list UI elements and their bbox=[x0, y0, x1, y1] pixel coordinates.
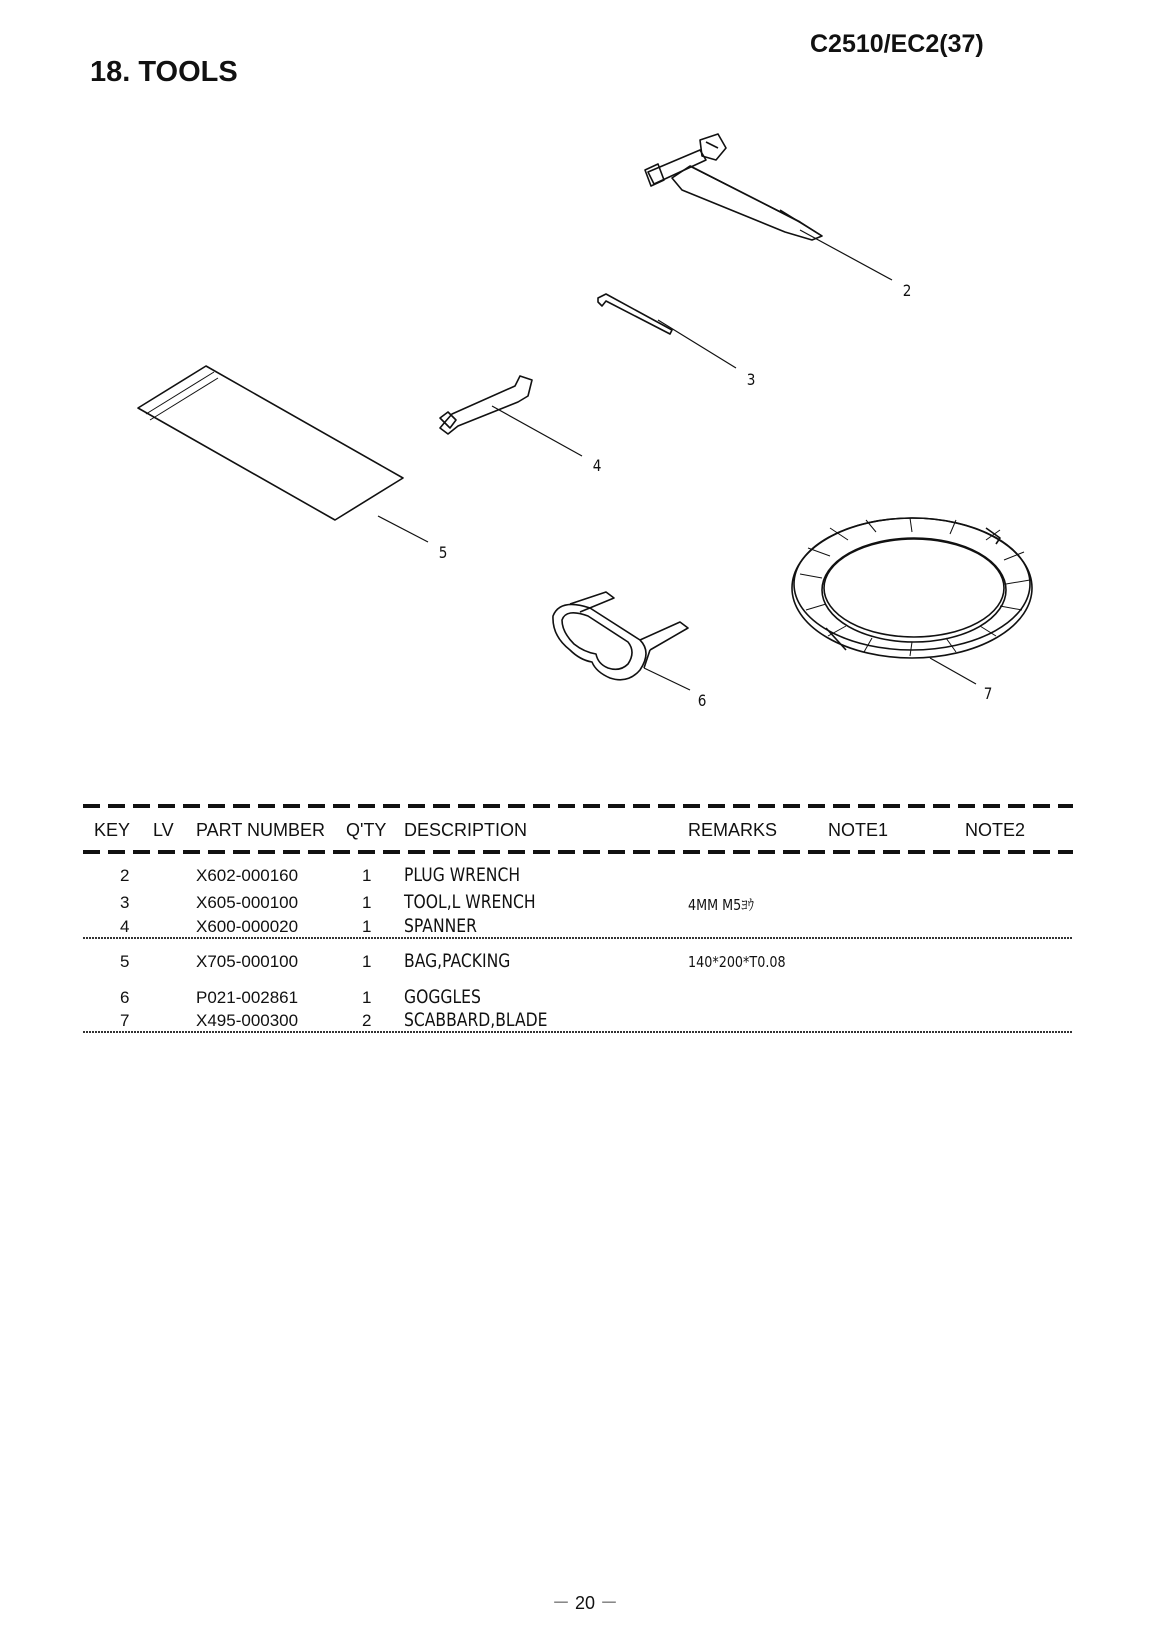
model-number: C2510/EC2(37) bbox=[810, 30, 984, 58]
row-qty: 1 bbox=[362, 917, 372, 936]
row-part-number: P021-002861 bbox=[196, 988, 299, 1007]
column-header-lv: LV bbox=[153, 820, 174, 840]
plug-wrench-illustration bbox=[645, 134, 822, 240]
callout-6: 6 bbox=[697, 691, 707, 710]
table-top-rule bbox=[83, 804, 1073, 808]
row-part-number: X602-000160 bbox=[196, 866, 299, 885]
column-header-note2: NOTE2 bbox=[965, 820, 1026, 840]
row-key: 2 bbox=[120, 866, 130, 885]
row-key: 6 bbox=[120, 988, 130, 1007]
row-description: SPANNER bbox=[404, 915, 477, 937]
row-qty: 1 bbox=[362, 952, 372, 971]
column-header-qty: Q'TY bbox=[346, 820, 387, 840]
row-description: PLUG WRENCH bbox=[404, 864, 521, 886]
callout-4: 4 bbox=[592, 456, 602, 475]
column-header-part-number: PART NUMBER bbox=[196, 820, 326, 840]
page-title: 18. TOOLS bbox=[90, 56, 238, 88]
callout-3: 3 bbox=[746, 370, 756, 389]
page-number: － 20 － bbox=[552, 1593, 619, 1613]
scabbard-blade-illustration bbox=[792, 518, 1032, 658]
callout-7: 7 bbox=[983, 684, 993, 703]
row-key: 5 bbox=[120, 952, 130, 971]
row-description: SCABBARD,BLADE bbox=[404, 1009, 548, 1031]
column-header-key: KEY bbox=[94, 820, 131, 840]
callout-2: 2 bbox=[902, 281, 912, 300]
row-qty: 1 bbox=[362, 893, 372, 912]
row-part-number: X600-000020 bbox=[196, 917, 299, 936]
parts-diagram bbox=[0, 120, 1150, 740]
row-description: GOGGLES bbox=[404, 986, 481, 1008]
spanner-illustration bbox=[440, 376, 532, 434]
l-wrench-illustration bbox=[598, 294, 672, 334]
row-qty: 1 bbox=[362, 988, 372, 1007]
row-remarks: 140*200*T0.08 bbox=[688, 953, 786, 971]
group-separator bbox=[83, 937, 1073, 939]
row-key: 4 bbox=[120, 917, 130, 936]
row-part-number: X605-000100 bbox=[196, 893, 299, 912]
row-description: TOOL,L WRENCH bbox=[404, 891, 536, 913]
row-description: BAG,PACKING bbox=[404, 950, 511, 972]
row-qty: 1 bbox=[362, 866, 372, 885]
column-header-remarks: REMARKS bbox=[688, 820, 778, 840]
row-remarks: 4MM M5ﾖｳ bbox=[688, 896, 755, 914]
goggles-illustration bbox=[553, 592, 688, 680]
table-header-rule bbox=[83, 850, 1073, 854]
table-bottom-rule bbox=[83, 1031, 1073, 1033]
row-qty: 2 bbox=[362, 1011, 372, 1030]
row-key: 3 bbox=[120, 893, 130, 912]
row-part-number: X495-000300 bbox=[196, 1011, 299, 1030]
column-header-description: DESCRIPTION bbox=[404, 820, 528, 840]
row-key: 7 bbox=[120, 1011, 130, 1030]
callout-5: 5 bbox=[438, 543, 448, 562]
row-part-number: X705-000100 bbox=[196, 952, 299, 971]
packing-bag-illustration bbox=[138, 366, 403, 520]
column-header-note1: NOTE1 bbox=[828, 820, 889, 840]
